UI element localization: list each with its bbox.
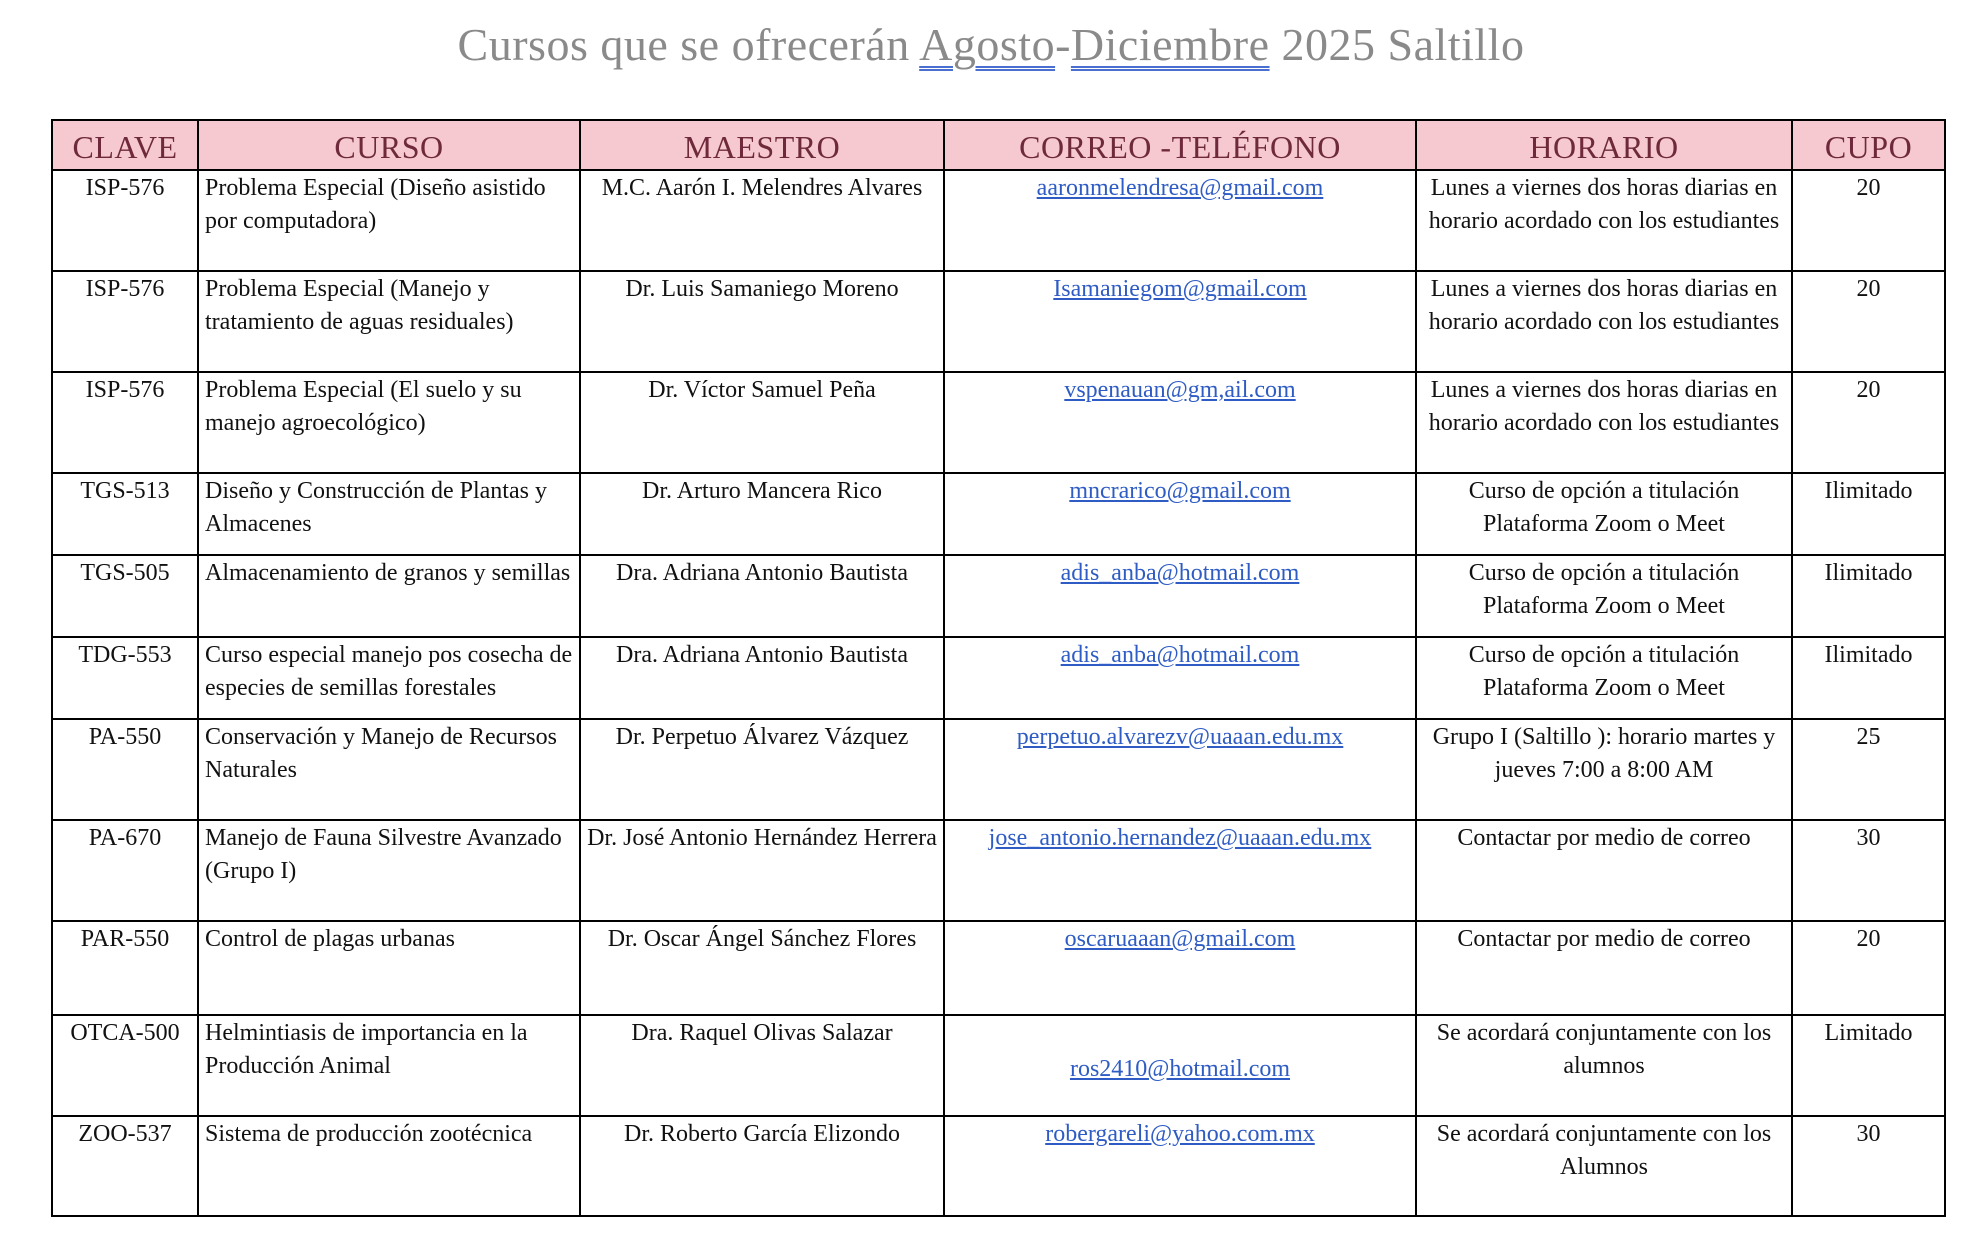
cell-clave: PA-550 <box>52 719 198 820</box>
cell-curso: Manejo de Fauna Silvestre Avanzado (Grupo I) <box>198 820 580 921</box>
cell-correo <box>944 473 1416 555</box>
cell-cupo: 30 <box>1792 1116 1945 1216</box>
cell-maestro: Dr. Arturo Mancera Rico <box>580 473 944 555</box>
cell-correo <box>944 719 1416 820</box>
table-body <box>52 170 1945 1216</box>
page-title <box>0 18 1982 71</box>
cell-maestro: Dr. Oscar Ángel Sánchez Flores <box>580 921 944 1015</box>
cell-clave: TGS-505 <box>52 555 198 637</box>
table-row <box>52 637 1945 719</box>
cell-clave: OTCA-500 <box>52 1015 198 1116</box>
email-link[interactable]: robergareli@yahoo.com.mx <box>1045 1121 1315 1147</box>
cell-cupo: 20 <box>1792 271 1945 372</box>
cell-maestro: Dr. Roberto García Elizondo <box>580 1116 944 1216</box>
cell-correo <box>944 555 1416 637</box>
cell-cupo: Ilimitado <box>1792 555 1945 637</box>
cell-horario: Lunes a viernes dos horas diarias en horario acordado con los estudiantes <box>1416 372 1792 473</box>
cell-cupo: 20 <box>1792 372 1945 473</box>
title-prefix: Cursos que se ofrecerán <box>457 19 920 70</box>
table-row <box>52 921 1945 1015</box>
table-row <box>52 1116 1945 1216</box>
cell-curso: Problema Especial (Manejo y tratamiento de aguas residuales) <box>198 271 580 372</box>
cell-horario: Contactar por medio de correo <box>1416 921 1792 1015</box>
cell-clave: PAR-550 <box>52 921 198 1015</box>
cell-cupo: 30 <box>1792 820 1945 921</box>
cell-correo <box>944 637 1416 719</box>
title-dash: - <box>1055 19 1071 70</box>
cell-maestro: M.C. Aarón I. Melendres Alvares <box>580 170 944 271</box>
table-row <box>52 719 1945 820</box>
table-row <box>52 555 1945 637</box>
cell-horario: Curso de opción a titulación Plataforma Zoom o Meet <box>1416 473 1792 555</box>
email-link[interactable]: ros2410@hotmail.com <box>1069 1056 1291 1082</box>
title-suffix: 2025 Saltillo <box>1269 19 1525 70</box>
email-link[interactable]: aaronmelendresa@gmail.com <box>1036 175 1324 201</box>
title-month-from: Agosto <box>919 19 1056 70</box>
email-link[interactable]: adis_anba@hotmail.com <box>1060 642 1300 668</box>
cell-clave: ISP-576 <box>52 372 198 473</box>
table-row <box>52 1015 1945 1116</box>
cell-curso: Diseño y Construcción de Plantas y Almacenes <box>198 473 580 555</box>
cell-cupo: 20 <box>1792 170 1945 271</box>
cell-correo <box>944 372 1416 473</box>
cell-horario: Curso de opción a titulación Plataforma Zoom o Meet <box>1416 637 1792 719</box>
cell-horario: Grupo I (Saltillo ): horario martes y jueves 7:00 a 8:00 AM <box>1416 719 1792 820</box>
title-month-to: Diciembre <box>1070 19 1270 70</box>
email-link[interactable]: mncrarico@gmail.com <box>1069 478 1291 504</box>
cell-maestro: Dr. José Antonio Hernández Herrera <box>580 820 944 921</box>
cell-curso: Helmintiasis de importancia en la Producción Animal <box>198 1015 580 1116</box>
cell-curso: Conservación y Manejo de Recursos Naturales <box>198 719 580 820</box>
cell-clave: TGS-513 <box>52 473 198 555</box>
table-row <box>52 473 1945 555</box>
cell-cupo: Limitado <box>1792 1015 1945 1116</box>
table-row <box>52 271 1945 372</box>
cell-horario: Se acordará conjuntamente con los alumnos <box>1416 1015 1792 1116</box>
header-clave: CLAVE <box>52 120 198 170</box>
cell-maestro: Dra. Adriana Antonio Bautista <box>580 637 944 719</box>
table-header <box>52 120 1945 170</box>
email-link[interactable]: Isamaniegom@gmail.com <box>1053 276 1307 302</box>
cell-cupo: 25 <box>1792 719 1945 820</box>
email-link[interactable]: oscaruaaan@gmail.com <box>1064 926 1296 952</box>
email-link[interactable]: jose_antonio.hernandez@uaaan.edu.mx <box>988 825 1372 851</box>
cell-horario: Se acordará conjuntamente con los Alumnos <box>1416 1116 1792 1216</box>
header-curso: CURSO <box>198 120 580 170</box>
cell-clave: TDG-553 <box>52 637 198 719</box>
cell-maestro: Dra. Adriana Antonio Bautista <box>580 555 944 637</box>
header-horario: HORARIO <box>1416 120 1792 170</box>
cell-curso: Problema Especial (Diseño asistido por computadora) <box>198 170 580 271</box>
cell-horario: Curso de opción a titulación Plataforma Zoom o Meet <box>1416 555 1792 637</box>
table-row <box>52 372 1945 473</box>
cell-maestro: Dra. Raquel Olivas Salazar <box>580 1015 944 1116</box>
cell-cupo: 20 <box>1792 921 1945 1015</box>
cell-maestro: Dr. Perpetuo Álvarez Vázquez <box>580 719 944 820</box>
cell-horario: Lunes a viernes dos horas diarias en horario acordado con los estudiantes <box>1416 170 1792 271</box>
table-row <box>52 820 1945 921</box>
courses-table <box>51 119 1946 1217</box>
table-row <box>52 170 1945 271</box>
cell-maestro: Dr. Víctor Samuel Peña <box>580 372 944 473</box>
cell-clave: ZOO-537 <box>52 1116 198 1216</box>
cell-correo <box>944 170 1416 271</box>
cell-horario: Contactar por medio de correo <box>1416 820 1792 921</box>
cell-cupo: Ilimitado <box>1792 473 1945 555</box>
cell-curso: Sistema de producción zootécnica <box>198 1116 580 1216</box>
cell-clave: ISP-576 <box>52 271 198 372</box>
cell-curso: Almacenamiento de granos y semillas <box>198 555 580 637</box>
header-cupo: CUPO <box>1792 120 1945 170</box>
cell-curso: Control de plagas urbanas <box>198 921 580 1015</box>
cell-correo <box>944 271 1416 372</box>
email-link[interactable]: vspenauan@gm,ail.com <box>1064 377 1296 403</box>
cell-correo <box>944 820 1416 921</box>
header-maestro: MAESTRO <box>580 120 944 170</box>
email-link[interactable]: perpetuo.alvarezv@uaaan.edu.mx <box>1016 724 1344 750</box>
cell-clave: PA-670 <box>52 820 198 921</box>
cell-horario: Lunes a viernes dos horas diarias en horario acordado con los estudiantes <box>1416 271 1792 372</box>
cell-clave: ISP-576 <box>52 170 198 271</box>
cell-curso: Problema Especial (El suelo y su manejo agroecológico) <box>198 372 580 473</box>
cell-maestro: Dr. Luis Samaniego Moreno <box>580 271 944 372</box>
cell-cupo: Ilimitado <box>1792 637 1945 719</box>
email-link[interactable]: adis_anba@hotmail.com <box>1060 560 1300 586</box>
cell-correo <box>944 1015 1416 1116</box>
cell-correo <box>944 921 1416 1015</box>
header-correo: CORREO -TELÉFONO <box>944 120 1416 170</box>
email-wrapper <box>1070 1017 1290 1086</box>
cell-curso: Curso especial manejo pos cosecha de especies de semillas forestales <box>198 637 580 719</box>
cell-correo <box>944 1116 1416 1216</box>
